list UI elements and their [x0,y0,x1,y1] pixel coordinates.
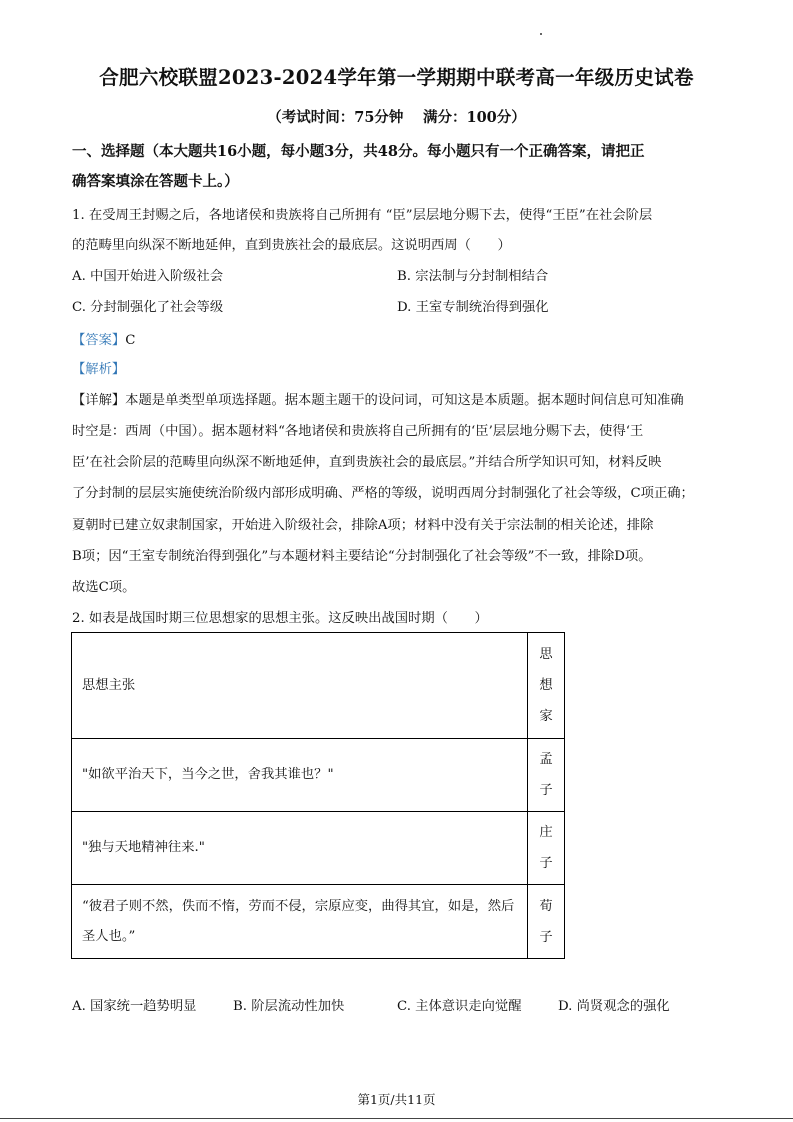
q1-detail-line2: 时空是：西周（中国）。据本题材料“各地诸侯和贵族将自己所拥有的‘臣’层层地分赐下去，使得‘王 [72,424,644,439]
table-row [72,739,565,812]
q2-stem: 2. 如表是战国时期三位思想家的思想主张。这反映出战国时期（ ） [72,611,488,626]
section-heading-line1: 一、选择题（本大题共16小题，每小题3分，共48分。每小题只有一个正确答案，请把正 [72,143,645,160]
q1-stem-line2: 的范畴里向纵深不断地延伸，直到贵族社会的最底层。这说明西周（ ） [72,238,511,253]
q2-option-a: A. 国家统一趋势明显 [72,999,197,1014]
row2-thinker-cell [528,812,565,885]
header-thinker-text: 思想家 [539,647,553,724]
header-cell-claim: 思想主张 [72,633,528,739]
scan-dot [540,33,542,35]
q1-detail-line6: B项；因“王室专制统治得到强化”与本题材料主要结论“分封制强化了社会等级”不一致，排除D项。 [72,549,652,564]
thinkers-table [71,632,565,959]
header-cell-thinker [528,633,565,739]
table-row [72,885,565,959]
exam-info: （考试时间：75分钟 满分：100分） [267,109,526,126]
q1-detail-line4: 了分封制的层层实施使统治阶级内部形成明确、严格的等级，说明西周分封制强化了社会等级，C项正确； [72,486,694,501]
row1-thinker-cell [528,739,565,812]
analysis-tag: 【解析】 [72,362,126,377]
q1-stem-line1: 1. 在受周王封赐之后，各地诸侯和贵族将自己所拥有 “臣”层层地分赐下去，使得“王臣”在社会阶层 [72,208,653,223]
q1-detail-line3: 臣’在社会阶层的范畴里向纵深不断地延伸，直到贵族社会的最底层。”并结合所学知识可知，材料反映 [72,455,662,470]
q2-option-d: D. 尚贤观念的强化 [558,999,670,1014]
q1-answer [72,329,135,348]
page-title: 合肥六校联盟2023-2024学年第一学期期中联考高一年级历史试卷 [99,66,694,89]
row3-thinker-cell [528,885,565,959]
row3-thinker: 荀子 [539,898,553,945]
q1-detail-line1: 【详解】本题是单类型单项选择题。据本题主题干的设问词，可知这是本质题。据本题时间信息可知准确 [72,393,684,408]
q2-option-b: B. 阶层流动性加快 [233,999,345,1014]
q1-option-b: B. 宗法制与分封制相结合 [397,269,549,284]
page-number: 第1页/共11页 [357,1092,436,1107]
q1-option-d: D. 王室专制统治得到强化 [397,300,549,315]
q1-option-a: A. 中国开始进入阶级社会 [72,269,224,284]
section-heading-line2: 确答案填涂在答题卡上。） [72,173,239,190]
table-row [72,812,565,885]
row3-claim: “彼君子则不然，佚而不惰，劳而不侵，宗原应变，曲得其宜，如是，然后圣人也。” [72,885,528,959]
table-header-row [72,633,565,739]
row1-thinker: 孟子 [539,752,553,798]
q1-detail-line5: 夏朝时已建立奴隶制国家，开始进入阶级社会，排除A项；材料中没有关于宗法制的相关论述，排除 [72,518,654,533]
q1-detail-line7: 故选C项。 [72,580,136,595]
q2-option-c: C. 主体意识走向觉醒 [397,999,522,1014]
answer-tag: 【答案】 [72,333,126,348]
bottom-divider [0,1118,793,1119]
answer-value: C [125,333,136,348]
q1-option-c: C. 分封制强化了社会等级 [72,300,224,315]
row1-claim: "如欲平治天下，当今之世，舍我其谁也？" [72,739,528,812]
row2-thinker: 庄子 [539,825,553,871]
row2-claim: "独与天地精神往来." [72,812,528,885]
